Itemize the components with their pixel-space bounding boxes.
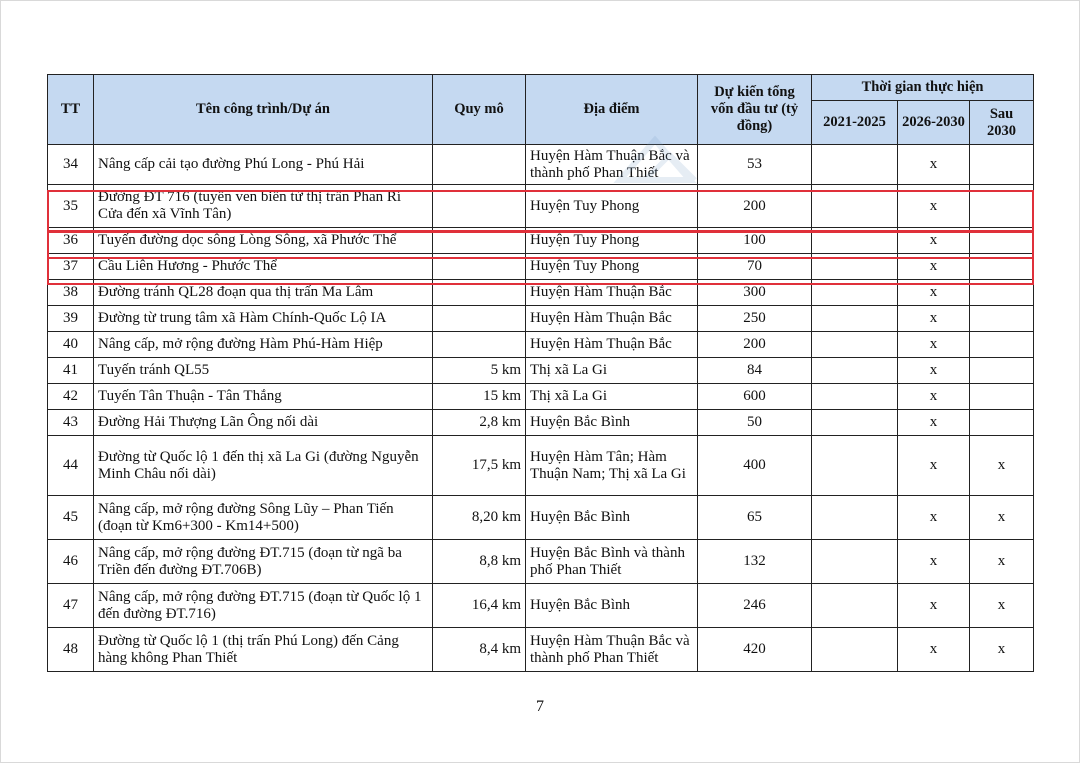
row-number: 38 (48, 280, 94, 306)
row-number: 37 (48, 254, 94, 280)
project-name: Đường tránh QL28 đoạn qua thị trấn Ma Lâm (94, 280, 433, 306)
project-location: Huyện Hàm Thuận Bắc và thành phố Phan Thiết (526, 628, 698, 672)
period-2021-2025-mark (812, 384, 898, 410)
row-number: 36 (48, 228, 94, 254)
project-location: Huyện Hàm Thuận Bắc (526, 280, 698, 306)
table-row (48, 306, 1034, 332)
header-location: Địa điểm (526, 75, 698, 145)
row-number: 34 (48, 145, 94, 185)
project-investment: 246 (698, 584, 812, 628)
table-row (48, 628, 1034, 672)
period-2021-2025-mark (812, 540, 898, 584)
project-scale: 2,8 km (433, 410, 526, 436)
row-number: 41 (48, 358, 94, 384)
table-body (48, 145, 1034, 672)
project-name: Nâng cấp, mở rộng đường Hàm Phú-Hàm Hiệp (94, 332, 433, 358)
project-investment: 132 (698, 540, 812, 584)
period-2021-2025-mark (812, 628, 898, 672)
project-location: Huyện Tuy Phong (526, 228, 698, 254)
row-number: 43 (48, 410, 94, 436)
project-scale (433, 185, 526, 228)
project-investment: 53 (698, 145, 812, 185)
period-2021-2025-mark (812, 185, 898, 228)
project-name: Nâng cấp, mở rộng đường Sông Lũy – Phan Tiến (đoạn từ Km6+300 - Km14+500) (94, 496, 433, 540)
project-name: Nâng cấp cải tạo đường Phú Long - Phú Hải (94, 145, 433, 185)
table-row (48, 496, 1034, 540)
project-scale (433, 332, 526, 358)
project-name: Đường từ Quốc lộ 1 đến thị xã La Gi (đường Nguyễn Minh Châu nối dài) (94, 436, 433, 496)
project-name: Đường từ trung tâm xã Hàm Chính-Quốc Lộ IA (94, 306, 433, 332)
project-investment: 300 (698, 280, 812, 306)
project-investment: 200 (698, 185, 812, 228)
row-number: 44 (48, 436, 94, 496)
period-2026-2030-mark: x (898, 496, 970, 540)
project-name: Nâng cấp, mở rộng đường ĐT.715 (đoạn từ Quốc lộ 1 đến đường ĐT.716) (94, 584, 433, 628)
project-investment: 50 (698, 410, 812, 436)
period-after-2030-mark (970, 280, 1034, 306)
row-number: 40 (48, 332, 94, 358)
project-investment: 70 (698, 254, 812, 280)
period-2026-2030-mark: x (898, 228, 970, 254)
project-name: Đường Hải Thượng Lãn Ông nối dài (94, 410, 433, 436)
project-location: Thị xã La Gi (526, 384, 698, 410)
project-scale: 17,5 km (433, 436, 526, 496)
period-2026-2030-mark: x (898, 358, 970, 384)
period-after-2030-mark (970, 384, 1034, 410)
project-investment: 65 (698, 496, 812, 540)
project-investment: 100 (698, 228, 812, 254)
period-2026-2030-mark: x (898, 584, 970, 628)
table-row (48, 436, 1034, 496)
period-after-2030-mark (970, 145, 1034, 185)
period-2026-2030-mark: x (898, 185, 970, 228)
table-row (48, 540, 1034, 584)
table-row (48, 228, 1034, 254)
project-location: Huyện Hàm Thuận Bắc (526, 332, 698, 358)
table-row (48, 584, 1034, 628)
period-2021-2025-mark (812, 332, 898, 358)
table-row (48, 410, 1034, 436)
period-2021-2025-mark (812, 436, 898, 496)
project-location: Thị xã La Gi (526, 358, 698, 384)
project-location: Huyện Bắc Bình (526, 584, 698, 628)
project-scale (433, 254, 526, 280)
project-name: Đường từ Quốc lộ 1 (thị trấn Phú Long) đến Cảng hàng không Phan Thiết (94, 628, 433, 672)
row-number: 47 (48, 584, 94, 628)
header-period-2021-2025: 2021-2025 (812, 101, 898, 145)
period-after-2030-mark: x (970, 540, 1034, 584)
project-location: Huyện Tuy Phong (526, 185, 698, 228)
page-number: 7 (536, 698, 544, 715)
period-2026-2030-mark: x (898, 306, 970, 332)
period-2026-2030-mark: x (898, 540, 970, 584)
period-after-2030-mark (970, 228, 1034, 254)
period-after-2030-mark (970, 185, 1034, 228)
period-after-2030-mark (970, 358, 1034, 384)
period-2021-2025-mark (812, 584, 898, 628)
project-location: Huyện Tuy Phong (526, 254, 698, 280)
project-location: Huyện Bắc Bình (526, 410, 698, 436)
row-number: 48 (48, 628, 94, 672)
project-investment: 420 (698, 628, 812, 672)
project-location: Huyện Hàm Tân; Hàm Thuận Nam; Thị xã La Gi (526, 436, 698, 496)
table-row (48, 358, 1034, 384)
period-2021-2025-mark (812, 358, 898, 384)
period-after-2030-mark: x (970, 584, 1034, 628)
row-number: 35 (48, 185, 94, 228)
period-2021-2025-mark (812, 228, 898, 254)
project-scale: 8,4 km (433, 628, 526, 672)
period-2026-2030-mark: x (898, 410, 970, 436)
period-after-2030-mark: x (970, 628, 1034, 672)
project-investment: 600 (698, 384, 812, 410)
project-scale: 5 km (433, 358, 526, 384)
table-row (48, 384, 1034, 410)
project-name: Tuyến Tân Thuận - Tân Thắng (94, 384, 433, 410)
project-scale: 15 km (433, 384, 526, 410)
project-name: Tuyến tránh QL55 (94, 358, 433, 384)
period-2026-2030-mark: x (898, 384, 970, 410)
period-2021-2025-mark (812, 306, 898, 332)
period-after-2030-mark (970, 254, 1034, 280)
project-investment: 250 (698, 306, 812, 332)
period-2021-2025-mark (812, 410, 898, 436)
project-investment: 200 (698, 332, 812, 358)
project-scale (433, 280, 526, 306)
period-2021-2025-mark (812, 280, 898, 306)
header-period-after-2030: Sau 2030 (970, 101, 1034, 145)
projects-table (47, 74, 1034, 672)
period-2026-2030-mark: x (898, 145, 970, 185)
project-investment: 84 (698, 358, 812, 384)
row-number: 45 (48, 496, 94, 540)
project-location: Huyện Hàm Thuận Bắc và thành phố Phan Thiết (526, 145, 698, 185)
period-after-2030-mark (970, 410, 1034, 436)
project-name: Cầu Liên Hương - Phước Thể (94, 254, 433, 280)
period-2026-2030-mark: x (898, 436, 970, 496)
project-scale: 16,4 km (433, 584, 526, 628)
header-period-2026-2030: 2026-2030 (898, 101, 970, 145)
project-investment: 400 (698, 436, 812, 496)
period-2026-2030-mark: x (898, 628, 970, 672)
project-scale: 8,8 km (433, 540, 526, 584)
period-after-2030-mark (970, 332, 1034, 358)
project-location: Huyện Bắc Bình (526, 496, 698, 540)
period-after-2030-mark: x (970, 496, 1034, 540)
period-after-2030-mark: x (970, 436, 1034, 496)
table-row (48, 145, 1034, 185)
project-scale (433, 145, 526, 185)
project-scale (433, 228, 526, 254)
table-row (48, 280, 1034, 306)
project-location: Huyện Bắc Bình và thành phố Phan Thiết (526, 540, 698, 584)
row-number: 42 (48, 384, 94, 410)
project-scale: 8,20 km (433, 496, 526, 540)
row-number: 46 (48, 540, 94, 584)
period-2021-2025-mark (812, 145, 898, 185)
header-scale: Quy mô (433, 75, 526, 145)
project-name: Đường ĐT 716 (tuyến ven biển từ thị trấn Phan Rí Cửa đến xã Vĩnh Tân) (94, 185, 433, 228)
period-2021-2025-mark (812, 496, 898, 540)
row-number: 39 (48, 306, 94, 332)
header-name: Tên công trình/Dự án (94, 75, 433, 145)
table-row (48, 254, 1034, 280)
table-row (48, 332, 1034, 358)
header-investment: Dự kiến tổng vốn đầu tư (tỷ đồng) (698, 75, 812, 145)
project-scale (433, 306, 526, 332)
header-timeline: Thời gian thực hiện (812, 75, 1034, 101)
project-location: Huyện Hàm Thuận Bắc (526, 306, 698, 332)
period-2026-2030-mark: x (898, 280, 970, 306)
project-name: Tuyến đường dọc sông Lòng Sông, xã Phước Thể (94, 228, 433, 254)
table-row (48, 185, 1034, 228)
period-2026-2030-mark: x (898, 254, 970, 280)
period-2021-2025-mark (812, 254, 898, 280)
period-after-2030-mark (970, 306, 1034, 332)
header-tt: TT (48, 75, 94, 145)
project-name: Nâng cấp, mở rộng đường ĐT.715 (đoạn từ ngã ba Triền đến đường ĐT.706B) (94, 540, 433, 584)
period-2026-2030-mark: x (898, 332, 970, 358)
